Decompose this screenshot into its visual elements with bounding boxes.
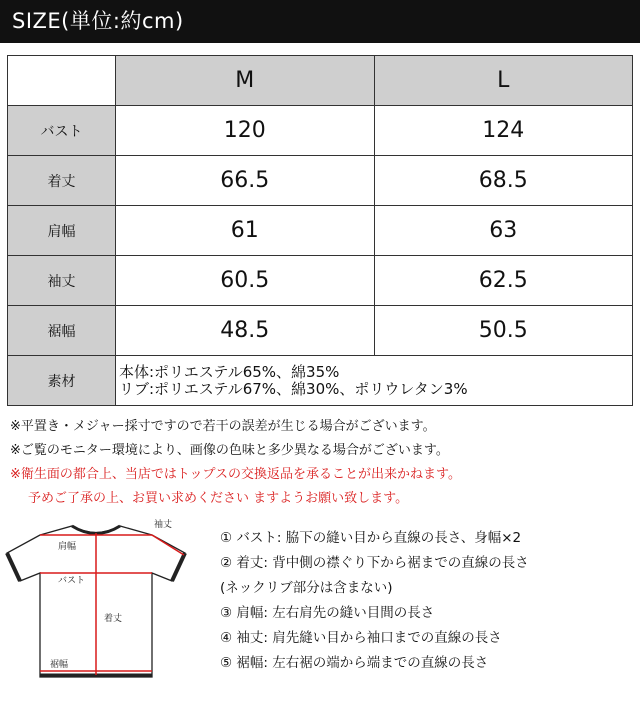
- tshirt-diagram: [0, 515, 200, 685]
- note-monitor: ※ご覧のモニター環境により、画像の色味と多少異なる場合がございます。: [10, 443, 449, 458]
- note-acknowledge: 予めご了承の上、お買い求めください ますようお願い致します。: [28, 491, 409, 506]
- diagram-label-bust: バスト: [58, 576, 86, 586]
- cell-value: 124: [374, 106, 633, 156]
- row-label-material: 素材: [8, 356, 116, 406]
- row-label-bust: バスト: [8, 106, 116, 156]
- legend-item-length-note: (ネックリブ部分は含まない): [220, 580, 393, 596]
- table-row: [8, 156, 633, 206]
- row-label-length: 着丈: [8, 156, 116, 206]
- cell-value: 68.5: [374, 156, 633, 206]
- legend-item-bust: ① バスト: 脇下の縫い目から直線の長さ、身幅×2: [220, 530, 522, 546]
- cell-value: 66.5: [116, 156, 375, 206]
- diagram-label-shoulder: 肩幅: [58, 542, 77, 552]
- legend-item-length: ② 着丈: 背中側の襟ぐり下から裾までの直線の長さ: [220, 555, 529, 571]
- row-label-shoulder: 肩幅: [8, 206, 116, 256]
- diagram-label-length: 着丈: [104, 614, 123, 624]
- table-row-material: [8, 356, 633, 406]
- note-measurement: ※平置き・メジャー採寸ですので若干の誤差が生じる場合がございます。: [10, 419, 436, 434]
- diagram-label-sleeve: 袖丈: [154, 520, 173, 530]
- cell-value: 50.5: [374, 306, 633, 356]
- table-row: [8, 256, 633, 306]
- table-row: [8, 206, 633, 256]
- size-header: [0, 0, 640, 43]
- column-header-m: M: [116, 56, 375, 106]
- row-label-hem: 裾幅: [8, 306, 116, 356]
- cell-value: 48.5: [116, 306, 375, 356]
- legend-item-sleeve: ④ 袖丈: 肩先縫い目から袖口までの直線の長さ: [220, 630, 502, 646]
- legend-item-shoulder: ③ 肩幅: 左右肩先の縫い目間の長さ: [220, 605, 435, 621]
- note-no-returns: ※衛生面の都合上、当店ではトップスの交換返品を承ることが出来かねます。: [10, 467, 461, 482]
- size-table: [7, 55, 633, 406]
- material-line-body: 本体:ポリエステル65%、綿35%: [119, 362, 340, 381]
- table-corner-cell: [8, 56, 116, 106]
- table-row: [8, 306, 633, 356]
- cell-value: 62.5: [374, 256, 633, 306]
- cell-value: 61: [116, 206, 375, 256]
- table-row: [8, 106, 633, 156]
- material-line-rib: リブ:ポリエステル67%、綿30%、ポリウレタン3%: [119, 379, 468, 398]
- size-title: SIZE(単位:約cm): [12, 9, 184, 33]
- row-label-sleeve: 袖丈: [8, 256, 116, 306]
- table-header-row: [8, 56, 633, 106]
- diagram-label-hem: 裾幅: [50, 660, 69, 670]
- cell-value: 120: [116, 106, 375, 156]
- material-cell: [116, 356, 633, 406]
- column-header-l: L: [374, 56, 633, 106]
- legend-item-hem: ⑤ 裾幅: 左右裾の端から端までの直線の長さ: [220, 655, 489, 671]
- cell-value: 63: [374, 206, 633, 256]
- cell-value: 60.5: [116, 256, 375, 306]
